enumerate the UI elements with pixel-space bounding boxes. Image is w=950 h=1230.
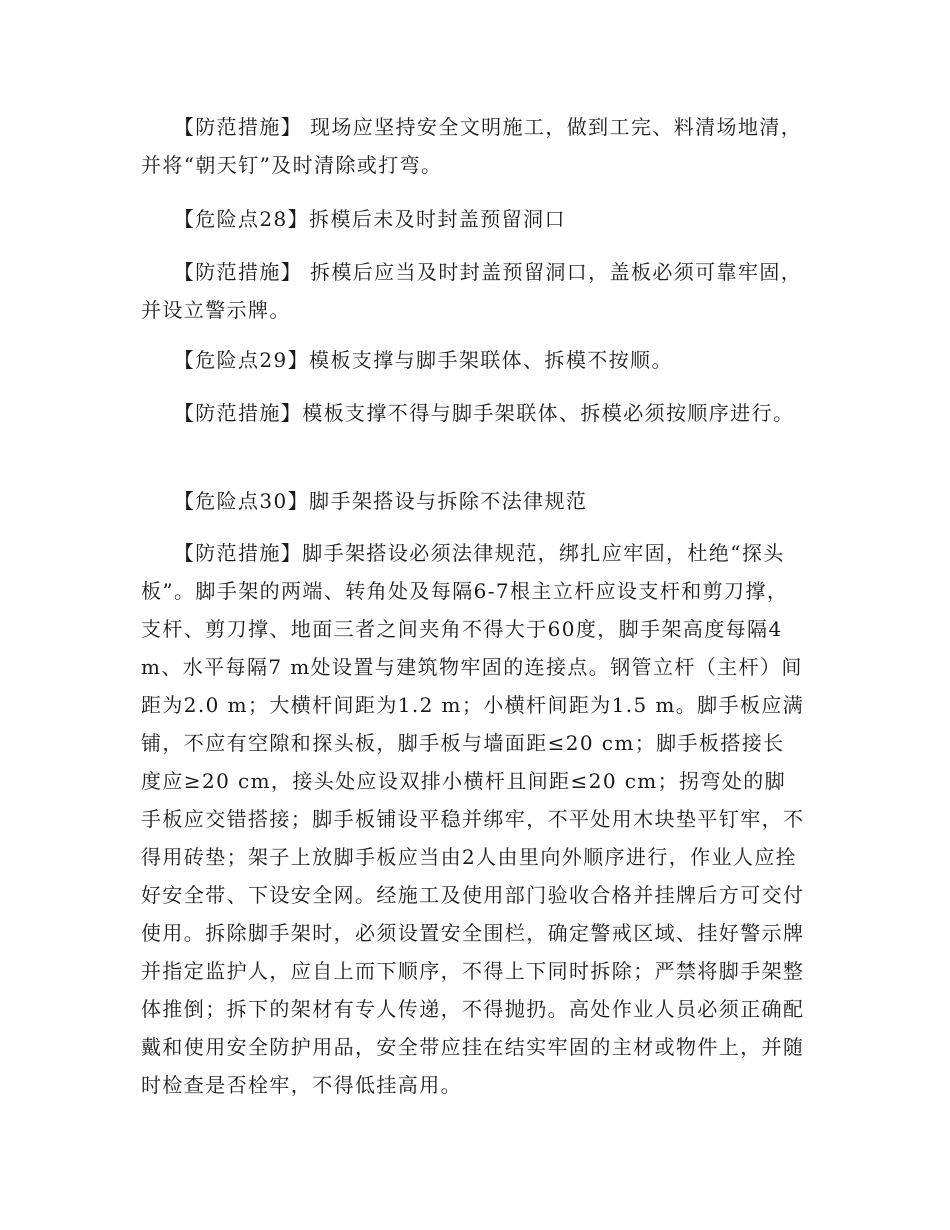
paragraph-hazard-29: 【危险点29】模板支撑与脚手架联体、拆模不按顺。 (141, 348, 673, 372)
paragraph-hazard-28: 【危险点28】拆模后未及时封盖预留洞口 (141, 207, 566, 231)
paragraph-measure-cover-openings: 【防范措施】 拆模后应当及时封盖预留洞口，盖板必须可靠牢固，并设立警示牌。 (141, 260, 803, 322)
paragraph-measure-scaffolding: 【防范措施】脚手架搭设必须法律规范，绑扎应牢固，杜绝“探头板”。脚手架的两端、转角处及每隔6-7根主立杆应设支杆和剪刀撑，支杆、剪刀撑、地面三者之间夹角不得大于60度，脚手架高度每隔4 m、水平每隔7 m处设置与建筑物牢固的连接点。钢管立杆（主杆）间距为2.0 m；大横杆间距为1.2 m；小横杆间距为1.5 m。脚手板应满铺，不应有空隙和探头板，脚手板与墙面距≤20 cm；脚手板搭接长度应≥20 cm，接头处应设双排小横杆且间距≤20 cm；拐弯处的脚手板应交错搭接；脚手板铺设平稳并绑牢，不平处用木块垫平钉牢，不得用砖垫；架子上放脚手板应当由2人由里向外顺序进行，作业人应拴好安全带、下设安全网。经施工及使用部门验收合格并挂牌后方可交付使用。拆除脚手架时，必须设置安全围栏，确定警戒区域、挂好警示牌并指定监护人，应自上而下顺序，不得上下同时拆除；严禁将脚手架整体推倒；拆下的架材有专人传递，不得抛扔。高处作业人员必须正确配戴和使用安全防护用品，安全带应挂在结实牢固的主材或物件上，并随时检查是否栓牢，不得低挂高用。 (141, 541, 805, 1097)
paragraph-measure-formwork-order: 【防范措施】模板支撑不得与脚手架联体、拆模必须按顺序进行。 (141, 401, 795, 425)
paragraph-hazard-30: 【危险点30】脚手架搭设与拆除不法律规范 (141, 489, 588, 513)
paragraph-measure-site-cleanup: 【防范措施】 现场应坚持安全文明施工，做到工完、料清场地清，并将“朝天钉”及时清除或打弯。 (141, 115, 803, 177)
